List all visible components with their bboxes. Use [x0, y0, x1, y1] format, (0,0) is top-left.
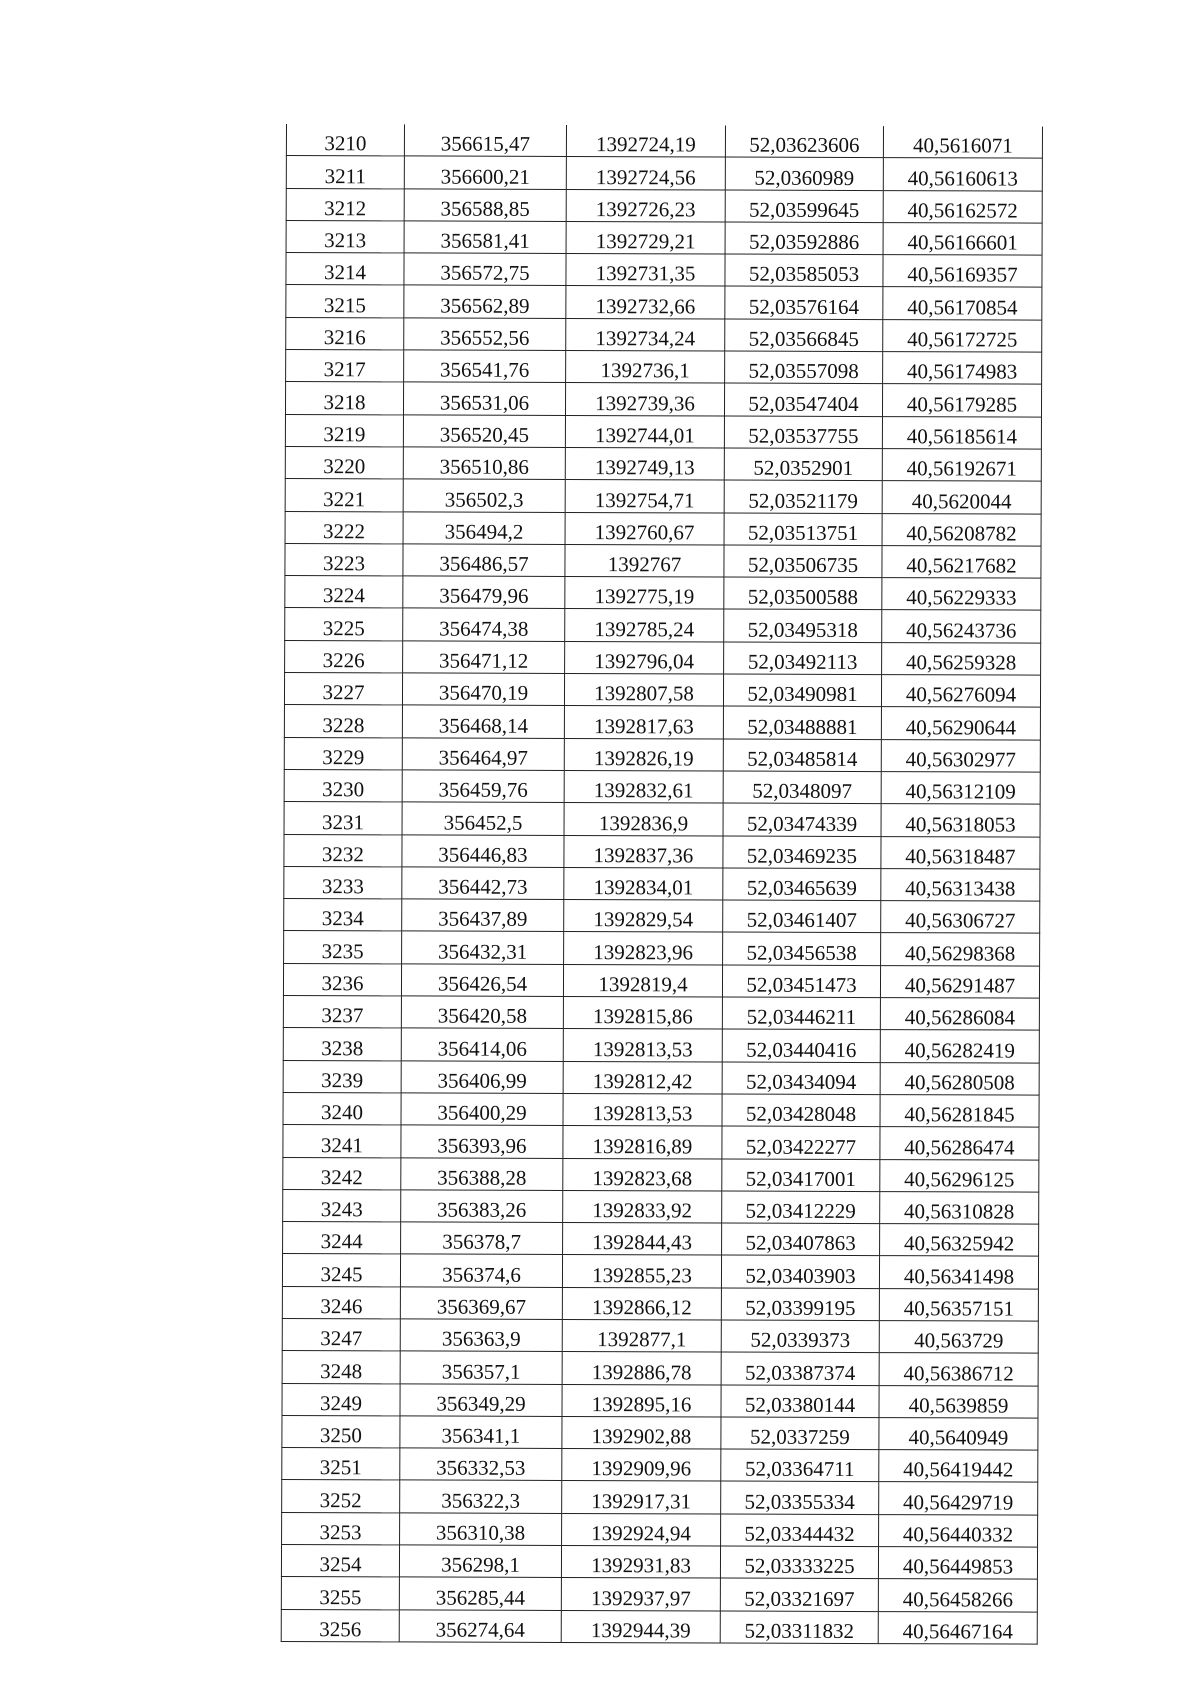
x-coordinate-cell: 356349,29: [400, 1383, 562, 1416]
x-coordinate-cell: 356531,06: [403, 382, 565, 415]
table-row: [281, 1577, 1037, 1612]
table-row: [284, 737, 1040, 772]
y-coordinate-cell: 1392760,67: [565, 512, 724, 545]
table-row: [285, 543, 1041, 578]
table-row: [282, 1318, 1038, 1353]
point-number-cell: 3237: [283, 996, 401, 1029]
x-coordinate-cell: 356572,75: [404, 253, 566, 286]
x-coordinate-cell: 356406,99: [401, 1061, 563, 1094]
point-number-cell: 3229: [284, 737, 402, 770]
x-coordinate-cell: 356541,76: [404, 350, 566, 383]
table-row: [284, 673, 1040, 708]
point-number-cell: 3236: [283, 963, 401, 996]
y-coordinate-cell: 1392744,01: [565, 415, 724, 448]
x-coordinate-cell: 356274,64: [399, 1610, 561, 1643]
x-coordinate-cell: 356414,06: [401, 1028, 563, 1061]
latitude-cell: 52,03321697: [720, 1578, 878, 1611]
y-coordinate-cell: 1392886,78: [562, 1352, 721, 1385]
latitude-cell: 52,03434094: [722, 1062, 880, 1095]
point-number-cell: 3215: [286, 285, 404, 318]
longitude-cell: 40,56325942: [880, 1224, 1039, 1257]
longitude-cell: 40,56179285: [882, 384, 1041, 417]
point-number-cell: 3225: [285, 608, 403, 641]
longitude-cell: 40,56166601: [883, 222, 1042, 255]
y-coordinate-cell: 1392832,61: [564, 770, 723, 803]
x-coordinate-cell: 356452,5: [402, 802, 564, 835]
latitude-cell: 52,03380144: [721, 1385, 879, 1418]
longitude-cell: 40,56243736: [882, 610, 1041, 643]
latitude-cell: 52,03557098: [725, 351, 883, 384]
latitude-cell: 52,03488881: [723, 706, 881, 739]
y-coordinate-cell: 1392937,97: [561, 1578, 720, 1611]
table-row: [285, 446, 1041, 481]
y-coordinate-cell: 1392813,53: [563, 1029, 722, 1062]
point-number-cell: 3213: [286, 220, 404, 253]
table-row: [283, 1222, 1039, 1257]
y-coordinate-cell: 1392823,96: [564, 932, 723, 965]
x-coordinate-cell: 356400,29: [401, 1093, 563, 1126]
y-coordinate-cell: 1392944,39: [561, 1610, 720, 1643]
latitude-cell: 52,03407863: [722, 1223, 880, 1256]
point-number-cell: 3248: [282, 1351, 400, 1384]
point-number-cell: 3242: [283, 1157, 401, 1190]
table-row: [286, 220, 1042, 255]
point-number-cell: 3227: [284, 673, 402, 706]
point-number-cell: 3210: [286, 124, 404, 156]
y-coordinate-cell: 1392813,53: [563, 1093, 722, 1126]
latitude-cell: 52,03599645: [725, 190, 883, 223]
x-coordinate-cell: 356615,47: [404, 124, 566, 156]
longitude-cell: 40,56298368: [881, 933, 1040, 966]
latitude-cell: 52,03485814: [723, 739, 881, 772]
latitude-cell: 52,03537755: [724, 416, 882, 449]
table-row: [286, 350, 1042, 385]
table-row: [284, 802, 1040, 837]
latitude-cell: 52,03440416: [722, 1029, 880, 1062]
point-number-cell: 3252: [282, 1480, 400, 1513]
x-coordinate-cell: 356474,38: [403, 608, 565, 641]
table-row: [283, 1189, 1039, 1224]
table-row: [283, 996, 1039, 1031]
latitude-cell: 52,03469235: [723, 836, 881, 869]
y-coordinate-cell: 1392816,89: [563, 1126, 722, 1159]
latitude-cell: 52,03364711: [721, 1449, 879, 1482]
x-coordinate-cell: 356393,96: [401, 1125, 563, 1158]
x-coordinate-cell: 356581,41: [404, 221, 566, 254]
longitude-cell: 40,56259328: [882, 642, 1041, 675]
x-coordinate-cell: 356552,56: [404, 318, 566, 351]
point-number-cell: 3239: [283, 1060, 401, 1093]
y-coordinate-cell: 1392734,24: [566, 318, 725, 351]
y-coordinate-cell: 1392834,01: [564, 867, 723, 900]
longitude-cell: 40,56302977: [881, 739, 1040, 772]
latitude-cell: 52,03417001: [722, 1159, 880, 1192]
longitude-cell: 40,5616071: [883, 126, 1042, 158]
latitude-cell: 52,03474339: [723, 803, 881, 836]
point-number-cell: 3214: [286, 253, 404, 286]
longitude-cell: 40,56290644: [881, 707, 1040, 740]
longitude-cell: 40,56192671: [882, 449, 1041, 482]
table-row: [282, 1512, 1038, 1547]
longitude-cell: 40,56386712: [879, 1353, 1038, 1386]
y-coordinate-cell: 1392812,42: [563, 1061, 722, 1094]
table-row: [284, 834, 1040, 869]
latitude-cell: 52,03456538: [723, 932, 881, 965]
y-coordinate-cell: 1392767: [565, 544, 724, 577]
point-number-cell: 3216: [286, 317, 404, 350]
longitude-cell: 40,56286474: [880, 1127, 1039, 1160]
table-row: [285, 382, 1041, 417]
y-coordinate-cell: 1392909,96: [562, 1449, 721, 1482]
latitude-cell: 52,0339373: [721, 1320, 879, 1353]
y-coordinate-cell: 1392823,68: [563, 1158, 722, 1191]
y-coordinate-cell: 1392815,86: [563, 996, 722, 1029]
x-coordinate-cell: 356426,54: [401, 964, 563, 997]
x-coordinate-cell: 356588,85: [404, 189, 566, 222]
y-coordinate-cell: 1392817,63: [564, 706, 723, 739]
latitude-cell: 52,03461407: [723, 900, 881, 933]
y-coordinate-cell: 1392829,54: [564, 900, 723, 933]
y-coordinate-cell: 1392724,19: [566, 125, 725, 157]
table-row: [283, 1060, 1039, 1095]
longitude-cell: 40,56170854: [883, 287, 1042, 320]
y-coordinate-cell: 1392729,21: [566, 221, 725, 254]
longitude-cell: 40,56217682: [882, 545, 1041, 578]
latitude-cell: 52,03547404: [724, 383, 882, 416]
x-coordinate-cell: 356479,96: [403, 576, 565, 609]
coordinates-table: [281, 124, 1043, 1645]
latitude-cell: 52,03513751: [724, 513, 882, 546]
x-coordinate-cell: 356332,53: [400, 1448, 562, 1481]
x-coordinate-cell: 356510,86: [403, 447, 565, 480]
y-coordinate-cell: 1392877,1: [562, 1319, 721, 1352]
longitude-cell: 40,56419442: [879, 1450, 1038, 1483]
point-number-cell: 3228: [284, 705, 402, 738]
longitude-cell: 40,56162572: [883, 190, 1042, 223]
y-coordinate-cell: 1392754,71: [565, 480, 724, 513]
longitude-cell: 40,56429719: [879, 1482, 1038, 1515]
x-coordinate-cell: 356600,21: [404, 156, 566, 189]
x-coordinate-cell: 356502,3: [403, 479, 565, 512]
x-coordinate-cell: 356459,76: [402, 770, 564, 803]
latitude-cell: 52,03387374: [721, 1352, 879, 1385]
x-coordinate-cell: 356471,12: [403, 641, 565, 674]
x-coordinate-cell: 356437,89: [402, 899, 564, 932]
x-coordinate-cell: 356494,2: [403, 511, 565, 544]
point-number-cell: 3247: [282, 1318, 400, 1351]
table-row: [283, 1028, 1039, 1063]
y-coordinate-cell: 1392924,94: [562, 1513, 721, 1546]
longitude-cell: 40,56306727: [881, 901, 1040, 934]
y-coordinate-cell: 1392731,35: [566, 254, 725, 287]
x-coordinate-cell: 356357,1: [400, 1351, 562, 1384]
point-number-cell: 3233: [284, 866, 402, 899]
latitude-cell: 52,03333225: [720, 1546, 878, 1579]
latitude-cell: 52,03451473: [722, 965, 880, 998]
x-coordinate-cell: 356341,1: [400, 1416, 562, 1449]
y-coordinate-cell: 1392739,36: [565, 383, 724, 416]
longitude-cell: 40,56172725: [883, 319, 1042, 352]
latitude-cell: 52,0352901: [724, 448, 882, 481]
latitude-cell: 52,03399195: [721, 1288, 879, 1321]
table-row: [281, 1609, 1037, 1644]
longitude-cell: 40,56467164: [878, 1611, 1037, 1644]
longitude-cell: 40,56169357: [883, 255, 1042, 288]
table-row: [282, 1480, 1038, 1515]
point-number-cell: 3255: [281, 1577, 399, 1610]
longitude-cell: 40,56208782: [882, 513, 1041, 546]
longitude-cell: 40,56440332: [879, 1514, 1038, 1547]
y-coordinate-cell: 1392726,23: [566, 189, 725, 222]
x-coordinate-cell: 356369,67: [400, 1287, 562, 1320]
x-coordinate-cell: 356468,14: [402, 705, 564, 738]
longitude-cell: 40,56291487: [880, 965, 1039, 998]
table-row: [286, 156, 1042, 191]
x-coordinate-cell: 356562,89: [404, 285, 566, 318]
x-coordinate-cell: 356486,57: [403, 544, 565, 577]
y-coordinate-cell: 1392736,1: [566, 351, 725, 384]
point-number-cell: 3238: [283, 1028, 401, 1061]
longitude-cell: 40,56458266: [878, 1579, 1037, 1612]
y-coordinate-cell: 1392917,31: [562, 1481, 721, 1514]
latitude-cell: 52,03355334: [721, 1481, 879, 1514]
longitude-cell: 40,56357151: [879, 1288, 1038, 1321]
latitude-cell: 52,03495318: [724, 609, 882, 642]
x-coordinate-cell: 356285,44: [399, 1577, 561, 1610]
latitude-cell: 52,03566845: [725, 319, 883, 352]
x-coordinate-cell: 356363,9: [400, 1319, 562, 1352]
x-coordinate-cell: 356310,38: [400, 1513, 562, 1546]
point-number-cell: 3231: [284, 802, 402, 835]
table-row: [286, 285, 1042, 320]
longitude-cell: 40,56185614: [882, 416, 1041, 449]
table-row: [285, 414, 1041, 449]
table-row: [285, 576, 1041, 611]
table-row: [281, 1545, 1037, 1580]
latitude-cell: 52,03492113: [724, 642, 882, 675]
x-coordinate-cell: 356464,97: [402, 738, 564, 771]
table-row: [282, 1254, 1038, 1289]
coordinates-table-body: [281, 124, 1042, 1644]
x-coordinate-cell: 356383,26: [401, 1190, 563, 1223]
point-number-cell: 3223: [285, 543, 403, 576]
table-row: [283, 1157, 1039, 1192]
y-coordinate-cell: 1392826,19: [564, 738, 723, 771]
y-coordinate-cell: 1392902,88: [562, 1416, 721, 1449]
latitude-cell: 52,03506735: [724, 545, 882, 578]
y-coordinate-cell: 1392749,13: [565, 447, 724, 480]
point-number-cell: 3256: [281, 1609, 399, 1642]
y-coordinate-cell: 1392837,36: [564, 835, 723, 868]
table-row: [286, 124, 1042, 158]
longitude-cell: 40,56281845: [880, 1094, 1039, 1127]
latitude-cell: 52,03576164: [725, 287, 883, 320]
y-coordinate-cell: 1392855,23: [562, 1255, 721, 1288]
table-row: [285, 608, 1041, 643]
y-coordinate-cell: 1392796,04: [565, 641, 724, 674]
x-coordinate-cell: 356446,83: [402, 834, 564, 867]
table-row: [282, 1351, 1038, 1386]
point-number-cell: 3241: [283, 1125, 401, 1158]
longitude-cell: 40,56160613: [883, 158, 1042, 191]
latitude-cell: 52,03412229: [722, 1191, 880, 1224]
latitude-cell: 52,03521179: [724, 480, 882, 513]
table-row: [283, 963, 1039, 998]
point-number-cell: 3222: [285, 511, 403, 544]
longitude-cell: 40,5639859: [879, 1385, 1038, 1418]
x-coordinate-cell: 356374,6: [400, 1254, 562, 1287]
x-coordinate-cell: 356432,31: [402, 931, 564, 964]
x-coordinate-cell: 356388,28: [401, 1157, 563, 1190]
point-number-cell: 3219: [285, 414, 403, 447]
point-number-cell: 3253: [282, 1512, 400, 1545]
latitude-cell: 52,03344432: [721, 1514, 879, 1547]
point-number-cell: 3249: [282, 1383, 400, 1416]
y-coordinate-cell: 1392931,83: [561, 1546, 720, 1579]
table-row: [283, 1125, 1039, 1160]
y-coordinate-cell: 1392836,9: [564, 803, 723, 836]
point-number-cell: 3230: [284, 769, 402, 802]
longitude-cell: 40,56341498: [879, 1256, 1038, 1289]
table-row: [282, 1448, 1038, 1483]
point-number-cell: 3246: [282, 1286, 400, 1319]
point-number-cell: 3226: [285, 640, 403, 673]
latitude-cell: 52,0348097: [723, 771, 881, 804]
x-coordinate-cell: 356322,3: [400, 1480, 562, 1513]
latitude-cell: 52,0337259: [721, 1417, 879, 1450]
longitude-cell: 40,56280508: [880, 1062, 1039, 1095]
x-coordinate-cell: 356420,58: [401, 996, 563, 1029]
table-row: [282, 1383, 1038, 1418]
table-row: [284, 705, 1040, 740]
longitude-cell: 40,5640949: [879, 1417, 1038, 1450]
longitude-cell: 40,56229333: [882, 578, 1041, 611]
y-coordinate-cell: 1392819,4: [563, 964, 722, 997]
table-row: [284, 769, 1040, 804]
latitude-cell: 52,0360989: [725, 157, 883, 190]
longitude-cell: 40,56276094: [881, 675, 1040, 708]
y-coordinate-cell: 1392866,12: [562, 1287, 721, 1320]
table-row: [283, 1092, 1039, 1127]
table-row: [282, 1415, 1038, 1450]
point-number-cell: 3243: [283, 1189, 401, 1222]
latitude-cell: 52,03311832: [720, 1611, 878, 1644]
latitude-cell: 52,03585053: [725, 254, 883, 287]
longitude-cell: 40,56313438: [881, 868, 1040, 901]
table-row: [284, 899, 1040, 934]
y-coordinate-cell: 1392724,56: [566, 157, 725, 190]
x-coordinate-cell: 356470,19: [402, 673, 564, 706]
table-row: [284, 931, 1040, 966]
table-row: [284, 866, 1040, 901]
latitude-cell: 52,03465639: [723, 868, 881, 901]
y-coordinate-cell: 1392732,66: [566, 286, 725, 319]
point-number-cell: 3232: [284, 834, 402, 867]
y-coordinate-cell: 1392844,43: [563, 1223, 722, 1256]
latitude-cell: 52,03403903: [721, 1255, 879, 1288]
table-row: [285, 479, 1041, 514]
point-number-cell: 3211: [286, 156, 404, 189]
longitude-cell: 40,56449853: [878, 1547, 1037, 1580]
latitude-cell: 52,03422277: [722, 1126, 880, 1159]
point-number-cell: 3217: [286, 350, 404, 383]
y-coordinate-cell: 1392833,92: [563, 1190, 722, 1223]
point-number-cell: 3244: [283, 1222, 401, 1255]
table-row: [285, 640, 1041, 675]
longitude-cell: 40,56282419: [880, 1030, 1039, 1063]
point-number-cell: 3221: [285, 479, 403, 512]
latitude-cell: 52,03500588: [724, 577, 882, 610]
longitude-cell: 40,56286084: [880, 998, 1039, 1031]
longitude-cell: 40,56318487: [881, 836, 1040, 869]
y-coordinate-cell: 1392895,16: [562, 1384, 721, 1417]
table-row: [286, 188, 1042, 223]
longitude-cell: 40,563729: [879, 1321, 1038, 1354]
point-number-cell: 3240: [283, 1092, 401, 1125]
x-coordinate-cell: 356442,73: [402, 867, 564, 900]
x-coordinate-cell: 356520,45: [403, 415, 565, 448]
latitude-cell: 52,03490981: [723, 674, 881, 707]
point-number-cell: 3254: [281, 1545, 399, 1578]
point-number-cell: 3220: [285, 446, 403, 479]
x-coordinate-cell: 356298,1: [399, 1545, 561, 1578]
point-number-cell: 3218: [285, 382, 403, 415]
table-row: [282, 1286, 1038, 1321]
point-number-cell: 3245: [282, 1254, 400, 1287]
y-coordinate-cell: 1392775,19: [565, 577, 724, 610]
point-number-cell: 3212: [286, 188, 404, 221]
longitude-cell: 40,5620044: [882, 481, 1041, 514]
longitude-cell: 40,56318053: [881, 804, 1040, 837]
y-coordinate-cell: 1392785,24: [565, 609, 724, 642]
latitude-cell: 52,03428048: [722, 1094, 880, 1127]
point-number-cell: 3251: [282, 1448, 400, 1481]
latitude-cell: 52,03623606: [725, 126, 883, 158]
table-row: [285, 511, 1041, 546]
longitude-cell: 40,56174983: [883, 352, 1042, 385]
longitude-cell: 40,56296125: [880, 1159, 1039, 1192]
latitude-cell: 52,03592886: [725, 222, 883, 255]
point-number-cell: 3224: [285, 576, 403, 609]
table-row: [286, 253, 1042, 288]
longitude-cell: 40,56310828: [880, 1191, 1039, 1224]
longitude-cell: 40,56312109: [881, 772, 1040, 805]
point-number-cell: 3235: [284, 931, 402, 964]
point-number-cell: 3250: [282, 1415, 400, 1448]
y-coordinate-cell: 1392807,58: [564, 674, 723, 707]
table-row: [286, 317, 1042, 352]
latitude-cell: 52,03446211: [722, 997, 880, 1030]
x-coordinate-cell: 356378,7: [401, 1222, 563, 1255]
point-number-cell: 3234: [284, 899, 402, 932]
